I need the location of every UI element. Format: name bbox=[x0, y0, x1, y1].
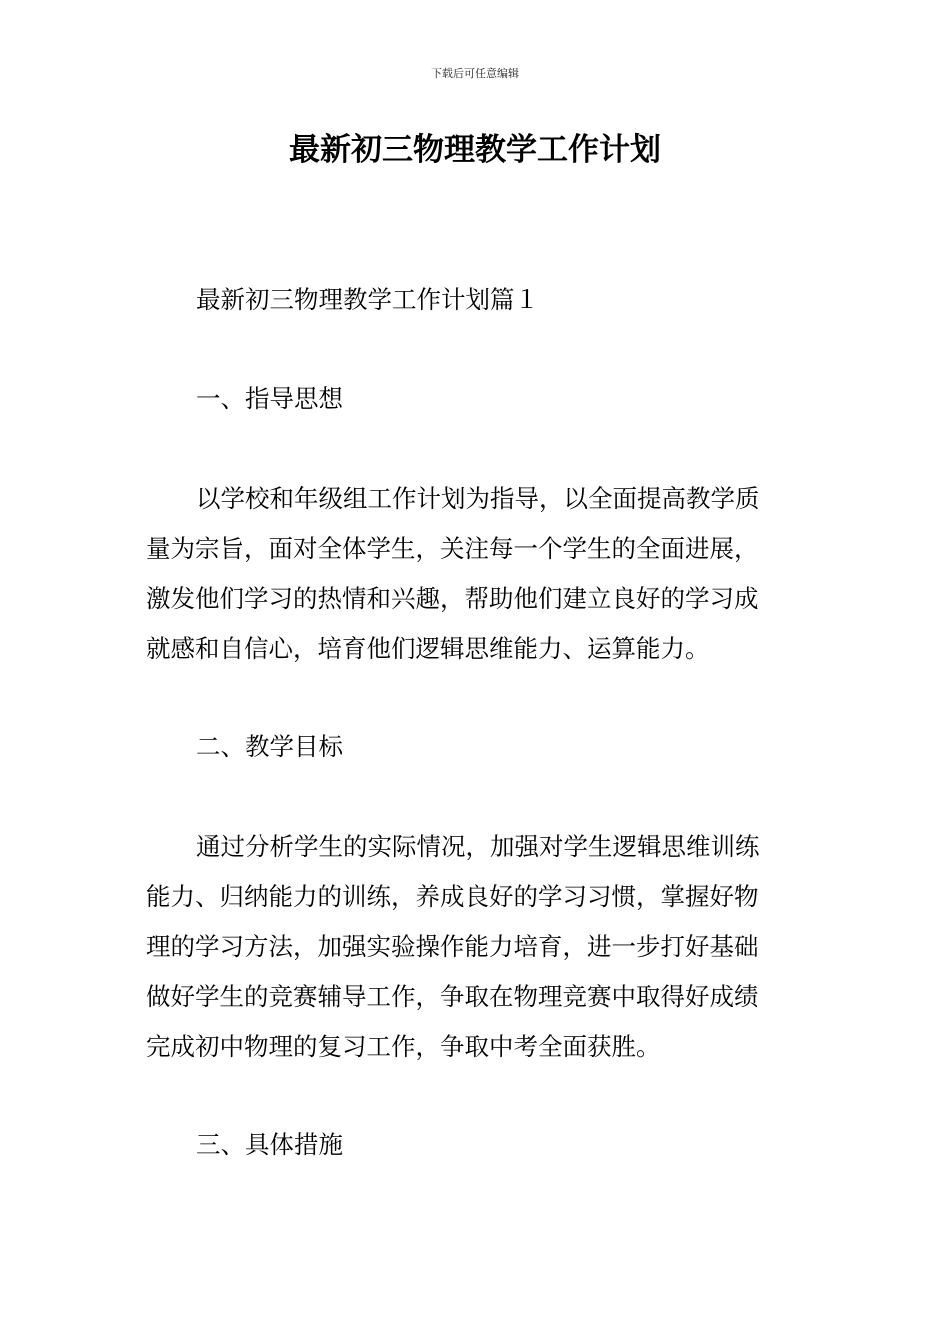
paragraph-line: 量为宗旨，面对全体学生，关注每一个学生的全面进展， bbox=[146, 534, 759, 563]
section-heading-1: 一、指导思想 bbox=[196, 384, 343, 413]
paragraph-line: 做好学生的竞赛辅导工作，争取在物理竞赛中取得好成绩 bbox=[146, 982, 759, 1011]
paragraph-line: 能力、归纳能力的训练，养成良好的学习习惯，掌握好物 bbox=[146, 882, 759, 911]
section-paragraph-2 bbox=[146, 822, 808, 1072]
paragraph-line: 激发他们学习的热情和兴趣，帮助他们建立良好的学习成 bbox=[146, 584, 759, 613]
header-note: 下载后可任意编辑 bbox=[431, 67, 519, 80]
paragraph-line: 通过分析学生的实际情况，加强对学生逻辑思维训练 bbox=[196, 832, 760, 861]
paragraph-line: 理的学习方法，加强实验操作能力培育，进一步打好基础 bbox=[146, 932, 759, 961]
document-title: 最新初三物理教学工作计划 bbox=[289, 132, 661, 168]
subtitle: 最新初三物理教学工作计划篇１ bbox=[196, 285, 539, 314]
section-heading-3: 三、具体措施 bbox=[196, 1130, 343, 1159]
paragraph-line: 就感和自信心，培育他们逻辑思维能力、运算能力。 bbox=[146, 634, 710, 663]
section-paragraph-1 bbox=[146, 474, 808, 674]
paragraph-line: 以学校和年级组工作计划为指导，以全面提高教学质 bbox=[196, 484, 760, 513]
paragraph-line: 完成初中物理的复习工作，争取中考全面获胜。 bbox=[146, 1032, 661, 1061]
section-heading-2: 二、教学目标 bbox=[196, 732, 343, 761]
